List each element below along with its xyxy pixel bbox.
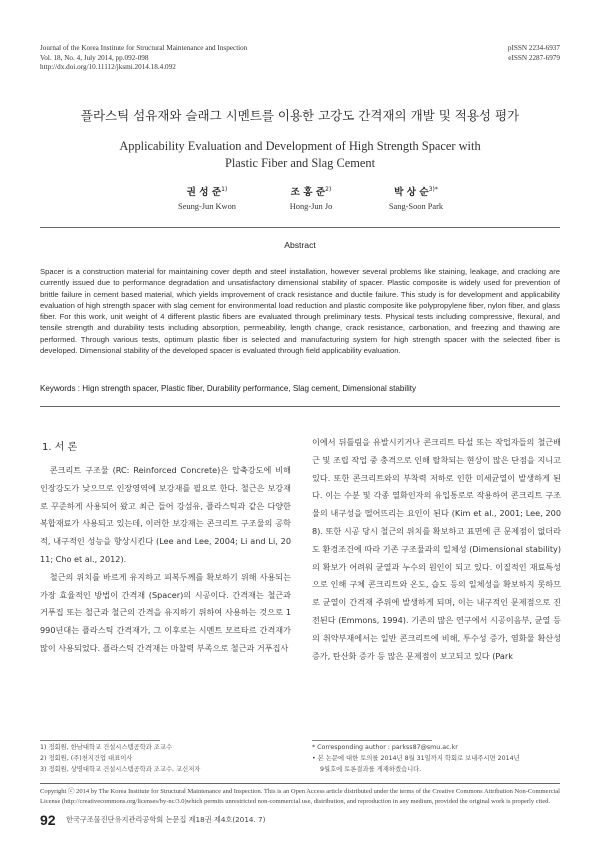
- copyright-notice: Copyright ⓒ 2014 by The Korea Institute for Structural Maintenance and Inspection. This is an Open Access article distributed under the terms of the Creative Commons Attribution Non-Commercial License (http://creativecommons.org/licenses/by-nc/3.0)which permits unrestricted non-commercial use, distribution, and reproduction in any medium, provided the original work is properly cited.: [40, 788, 560, 805]
- section-heading: 1. 서 론: [42, 442, 78, 453]
- abstract-bottom-rule: [40, 406, 560, 407]
- author-2-en: Hong-Jun Jo: [289, 202, 333, 211]
- footnotes-right: [312, 742, 561, 776]
- keywords-list: Hign strength spacer, Plastic fiber, Durability performance, Slag cement, Dimensional stability: [82, 384, 417, 393]
- journal-header: [40, 44, 247, 73]
- footnote-2: 2) 정회원, (주)천지건업 대표이사: [40, 755, 133, 763]
- footnote-rule-left: [40, 740, 160, 741]
- title-english: [0, 138, 600, 172]
- journal-name: Journal of the Korea Institute for Structural Maintenance and Inspection: [40, 44, 248, 52]
- author-3-ko: 박 상 순: [394, 187, 429, 198]
- corresponding-author: * Corresponding author : parkss87@smu.ac.kr: [312, 744, 458, 751]
- keywords: [40, 384, 560, 393]
- abstract-top-rule: [40, 227, 560, 228]
- title-english-line-1: Applicability Evaluation and Development of High Strength Spacer with: [119, 139, 481, 153]
- author-2-ko: 조 홍 준: [290, 187, 326, 198]
- footer-journal: 한국구조물진단유지관리공학회 논문집 제18권 제4호(2014. 7): [66, 815, 266, 824]
- issn-block: [508, 44, 560, 63]
- journal-doi[interactable]: http://dx.doi.org/10.11112/jksmi.2014.18.4.092: [40, 63, 176, 72]
- left-paragraph-1: 콘크리트 구조물 (RC: Reinforced Concrete)은 압축강도에 비해 인장강도가 낮으므로 인장영역에 보강재를 필요로 한다. 철근은 보강재로 꾸준하게 사용되어 왔고 최근 들어 강섬유, 플라스틱과 같은 다양한 복합재료가 사용되고 있는데, 이러한 보강재는 콘크리트 구조물의 공학적, 내구적인 성능을 향상시킨다 (Lee and Lee, 2004; Li and Li, 2011; Cho et al., 2012).: [40, 465, 291, 564]
- footnote-3: 3) 정회원, 상명대학교 건설시스템공학과 조교수, 교신저자: [40, 766, 201, 774]
- discussion-note-cont: 9월호에 토론결과를 게재하겠습니다.: [320, 766, 422, 774]
- keywords-label: Keywords :: [40, 384, 81, 393]
- author-1: [147, 184, 267, 211]
- author-3-en: Sang-Soon Park: [388, 202, 444, 211]
- page-number: 92: [40, 812, 56, 828]
- author-1-en: Seung-Jun Kwon: [178, 202, 236, 211]
- abstract-text: Spacer is a construction material for maintaining cover depth and steel installation, however several problems like staining, leakage, and cracking are currently issued due to performance degradation and unsatisfactory dimensional stability of spacer. Plastic composite is widely used for prevention of brittle failure in cement based material, which yields improvement of crack resistance and ductile failure. This study is for development and applicability evaluation of high strength spacer with slag cement for environmental load reduction and plastic composite like polypropylene fiber, nylon fiber, and glass fiber. For this work, unit weight of 4 different plastic fibers are evaluated through preliminary tests. Physical tests including compressive, flexural, and tensile strength and durability tests including absorption, permeability, length change, crack resistance, carbonation, and freezing and thawing are performed. Through various tests, optimum plastic fiber is selected and manufacturing system for high strength spacer with the selected fiber is developed. Dimensional stability of the developed spacer is evaluated through field applicability evaluation.: [40, 267, 560, 356]
- title-english-line-2: Plastic Fiber and Slag Cement: [224, 156, 376, 170]
- title-korean: 플라스틱 섬유재와 슬래그 시멘트를 이용한 고강도 간격재의 개발 및 적용성 평가: [80, 108, 520, 123]
- author-1-ko: 권 성 준: [186, 187, 222, 198]
- author-2-sup: 2): [325, 185, 332, 193]
- footnote-rule-right: [312, 740, 432, 741]
- author-2: [251, 184, 371, 211]
- footnote-1: 1) 정회원, 한남대학교 건설시스템공학과 조교수: [40, 744, 173, 751]
- right-column: [312, 434, 561, 665]
- journal-volume: Vol. 18, No. 4, July 2014, pp.092-098: [40, 53, 149, 62]
- author-3: [356, 184, 476, 211]
- footnotes-left: [40, 742, 291, 776]
- discussion-note: • 본 논문에 대한 토의를 2014년 8월 31일까지 학회로 보내주시면 2014년: [312, 755, 520, 763]
- abstract-heading: Abstract: [284, 240, 316, 250]
- left-column: [40, 462, 291, 658]
- author-1-sup: 1): [221, 185, 228, 193]
- copyright-rule: [40, 783, 560, 784]
- eissn: eISSN 2287-6979: [508, 53, 560, 62]
- right-paragraph-1: 이에서 뒤틀림을 유발시키거나 콘크리트 타설 또는 작업자들의 철근배근 및 조립 작업 중 충격으로 인해 탈착되는 현상이 많은 단점을 지니고 있다. 또한 콘크리트와의 부착력 저하로 인한 미세균열이 발생하게 된다. 이는 수분 및 각종 열화인자의 유입통로로 작용하여 콘크리트 구조물의 내구성을 떨어뜨리는 요인이 된다 (Kim et al., 2001; Lee, 2008). 또한 시공 당시 철근의 위치를 확보하고 표면에 큰 문제점이 없더라도 환경조건에 따라 기존 구조물과의 일체성 (Dimensional stability)의 확보가 어려워 균열과 누수의 원인이 되고 있다. 이질적인 재료특성으로 인해 구체 콘크리트와 온도, 습도 등의 일체성을 확보하지 못하므로 균열이 간격재 주위에 발생하게 되며, 이는 내구적인 문제점으로 진전된다 (Emmons, 1994). 기존의 많은 연구에서 시공이음부, 균열 등의 취약부재에서는 일반 콘크리트에 비해, 투수성 증가, 염화물 확산성 증가, 탄산화 증가 등 많은 문제점이 보고되고 있다 (Park: [312, 437, 561, 661]
- pissn: pISSN 2234-6937: [507, 44, 560, 52]
- author-3-sup: 3)*: [428, 185, 438, 193]
- left-paragraph-2: 철근의 위치를 바르게 유지하고 피복두께를 확보하기 위해 사용되는 가장 효율적인 방법이 간격재 (Spacer)의 시공이다. 간격재는 철근과 거푸집 또는 철근과 철근의 간격을 유지하기 위하여 사용하는 것으로 1990년대는 플라스틱 간격재가, 그 이후로는 시멘트 모르타르 간격재가 많이 사용되었다. 플라스틱 간격재는 마찰력 부족으로 철근과 거푸집사: [40, 571, 291, 653]
